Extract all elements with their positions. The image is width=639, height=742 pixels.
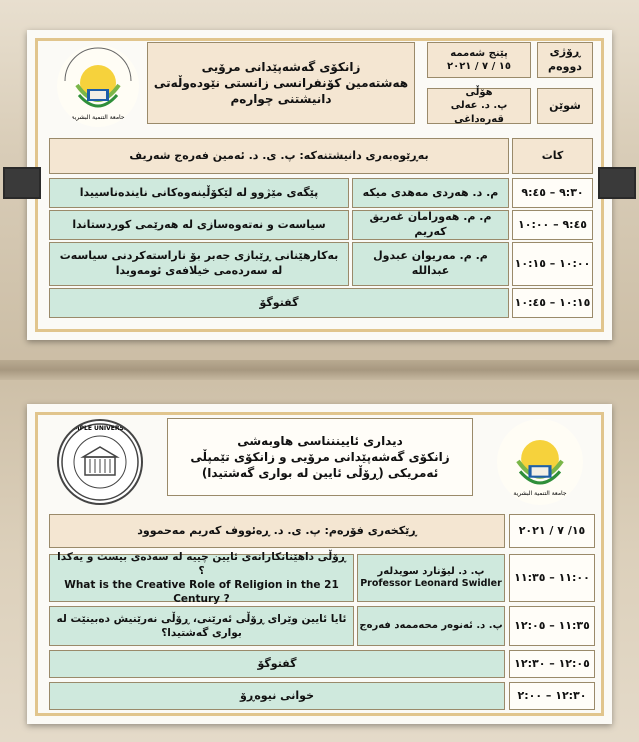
title-line-2: زانكۆی گەشەپێدانی مرۆیی و زانكۆی تێمپڵی: [190, 449, 450, 464]
moderator: ڕێكخەری فۆرەم: پ. ی. د. ڕەئووف كەریم مەحموود: [137, 523, 417, 537]
topic-text: پێگەی مێژوو لە لێكۆڵینەوەكانی نایندەناسییدا: [79, 185, 319, 199]
divider: [0, 360, 639, 380]
time-cell: [512, 210, 593, 240]
place-label-box: [537, 88, 593, 124]
lunch-cell: [49, 682, 505, 710]
time-header: [512, 138, 593, 174]
university-logo: [57, 45, 139, 127]
left-clip: [3, 167, 41, 199]
date-value: ١٥ / ٧ / ٢٠٢١: [447, 61, 511, 72]
logo-caption: جامعة التنمية البشرية: [71, 114, 125, 121]
speaker-text-en: Professor Leonard Swidler: [360, 578, 502, 590]
chair-row: [49, 138, 509, 174]
topic-text: سیاسەت و نەتەوەسازی لە هەرێمی كوردستاندا: [72, 217, 326, 231]
discussion-cell: [49, 288, 509, 318]
topic-text: بەكارهێنانی ڕێبازی جەبر بۆ ناراستەكردنی سیاسەت لە سەردەمی خیلافەی ئومەویدا: [59, 249, 339, 277]
date-cell: [509, 514, 595, 548]
conference-title: [147, 42, 415, 124]
place-line-2: پ. د. عەلی قەرەداغی: [450, 100, 508, 125]
time-text: ١٠:٠٠ – ١٠:١٥: [514, 256, 591, 270]
speaker-text: پ. د. لیۆنارد سویدلەر: [377, 565, 485, 577]
title-line-3: ئەمریكی (ڕۆڵی ئایین لە بواری گەشتیدا): [201, 466, 439, 481]
logo-caption: جامعة التنمية البشرية: [513, 490, 567, 497]
time-text: ١١:٣٥ – ١٢:٠٥: [514, 618, 590, 632]
right-clip: [598, 167, 636, 199]
speaker-cell: [352, 178, 509, 208]
speaker-text: م. م. مەریوان عبدول عبداللە: [373, 249, 488, 277]
day-value-box: [427, 42, 531, 78]
time-text: ٩:٤٥ – ١٠:٠٠: [518, 217, 587, 231]
time-header-label: كات: [541, 148, 564, 162]
time-cell: [509, 606, 595, 646]
place-label: شوێن: [549, 98, 581, 112]
speaker-text: م. م. هەورامان غەریق كەریم: [369, 210, 492, 238]
day-label-box: [537, 42, 593, 78]
time-cell: [512, 242, 593, 286]
time-text: ٩:٣٠ – ٩:٤٥: [521, 185, 584, 199]
topic-cell: [49, 606, 354, 646]
time-cell: [509, 554, 595, 602]
discussion-cell: [49, 650, 505, 678]
title-line-1: زانكۆی گەشەپێدانی مرۆیی: [201, 59, 361, 74]
time-text: ١٠:١٥ – ١٠:٤٥: [514, 295, 591, 309]
session-chair: بەڕێوەبەری دانیشتنەكە: پ. ی. د. ئەمین فەرەج شەریف: [129, 148, 429, 162]
time-cell: [509, 650, 595, 678]
day-value: پێنج شەممە: [450, 47, 508, 59]
university-logo: [497, 419, 583, 505]
speaker-cell: [357, 606, 505, 646]
time-text: ١١:٠٠ – ١١:٣٥: [514, 570, 590, 584]
session-card: [27, 30, 612, 340]
moderator-row: [49, 514, 505, 548]
temple-emblem-icon: [59, 421, 141, 503]
temple-caption: TEMPLE UNIVERSITY: [65, 425, 135, 432]
time-text: ١٢:٣٠ – ٢:٠٠: [517, 688, 587, 702]
date-value: ١٥/ ٧ / ٢٠٢١: [518, 523, 586, 537]
lunch-text: خوانی نیوەڕۆ: [239, 688, 315, 702]
forum-title: [167, 418, 473, 496]
topic-cell: [49, 242, 349, 286]
topic-text: ئایا ئایین وێرای ڕۆڵی ئەرێنی، ڕۆڵی نەرێنیش دەبینێت لە بواری گەشتیدا؟: [56, 612, 347, 639]
time-cell: [512, 288, 593, 318]
topic-text-en: What is the Creative Role of Religion in the 21 Century ?: [64, 579, 339, 606]
temple-logo: [57, 419, 143, 505]
place-line-1: هۆڵی: [465, 86, 493, 98]
topic-text: ڕۆڵی داهێنانكارانەی ئایین چییە لە سەدەی بیست و یەكدا ؟: [57, 550, 346, 577]
speaker-cell: [352, 210, 509, 240]
topic-cell: [49, 550, 354, 606]
speaker-text: م. د. هەردی مەهدی میكە: [362, 185, 499, 199]
title-line-2: هەشتەمین كۆنفرانسی زانستی نێودەوڵەتی: [153, 75, 409, 90]
title-line-1: دیداری ئاییننناسی هاوبەشی: [237, 433, 403, 448]
time-cell: [512, 178, 593, 208]
speaker-cell: [352, 242, 509, 286]
forum-card: [27, 404, 612, 724]
speaker-cell: [357, 554, 505, 602]
speaker-text: پ. د. ئەنوەر محەممەد فەرەج: [359, 620, 503, 632]
discussion-text: گفتوگۆ: [257, 656, 297, 670]
place-value-box: [427, 88, 531, 124]
day-label: ڕۆژی دووەم: [548, 45, 582, 73]
discussion-text: گفتوگۆ: [259, 295, 299, 309]
topic-cell: [49, 178, 349, 208]
time-cell: [509, 682, 595, 710]
topic-cell: [49, 210, 349, 240]
title-line-3: دانیشتنی چوارەم: [230, 92, 332, 107]
time-text: ١٢:٠٥ – ١٢:٣٠: [514, 656, 590, 670]
